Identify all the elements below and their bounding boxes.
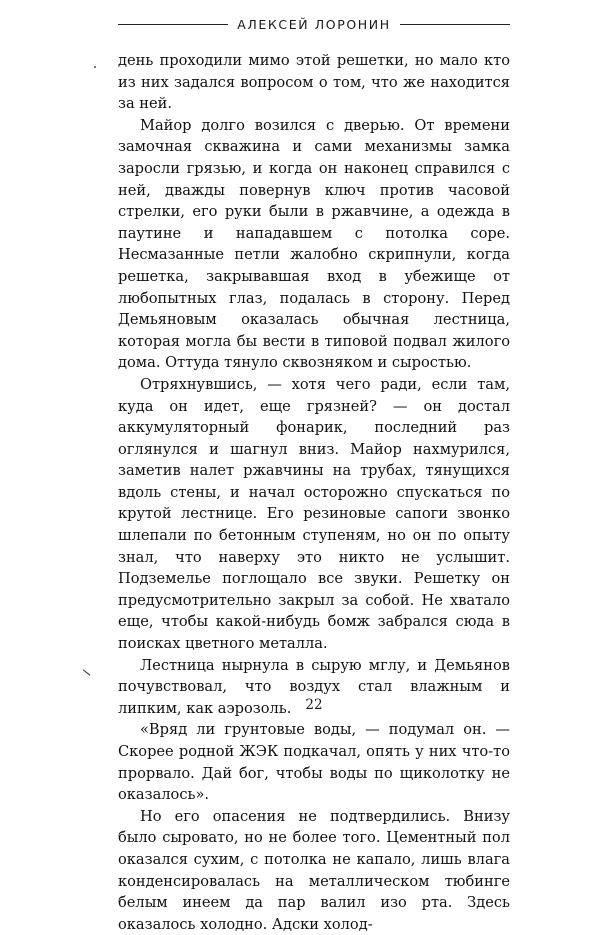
body-text [118,50,510,935]
author-name: АЛЕКСЕЙ ЛОРОНИН [237,16,391,32]
paragraph-quote: «Вряд ли грунтовые воды, — подумал он. — Скорее родной ЖЭК подкачал, опять у них что-то прорвало. Дай бог, чтобы воды по щиколотку не оказалось». [118,721,510,804]
header-rule-left [118,24,228,25]
paragraph: Но его опасения не подтвердились. Внизу было сыровато, но не более того. Цементный пол оказался сухим, с потолка не капало, лишь влага конденсировалась на металлическом тюбинге белым инеем да пар валил изо рта. Здесь оказалось холодно. Адски холод- [118,807,510,933]
scan-speck [94,66,96,68]
running-header [118,14,510,34]
paragraph: Майор долго возился с дверью. От времени замочная скважина и сами механизмы замка заросли грязью, и когда он наконец справился с ней, дважды повернув ключ против часовой стрелки, его руки были в ржавчине, а одежда в паутине и нападавшем с потолка соре. Несмазанные петли жалобно скрипнули, когда решетка, закрывавшая вход в убежище от любопытных глаз, подалась в сторону. Перед Демьяновым оказалась обычная лестница, которая могла бы вести в типовой подвал жилого дома. Оттуда тянуло сквозняком и сыростью. [118,116,510,372]
header-rule-right [400,24,510,25]
paragraph: Отряхнувшись, — хотя чего ради, если там, куда он идет, еще грязней? — он достал аккумуляторный фонарик, последний раз оглянулся и шагнул вниз. Майор нахмурился, заметив налет ржавчины на трубах, тянущихся вдоль стены, и начал осторожно спускаться по крутой лестнице. Его резиновые сапоги звонко шлепали по бетонным ступеням, но он по опыту знал, что наверху это никто не услышит. Подземелье поглощало все звуки. Решетку он предусмотрительно закрыл за собой. Не хватало еще, чтобы какой-нибудь бомж забрался сюда в поисках цветного металла. [118,375,510,653]
paragraph-continuation: день проходили мимо этой решетки, но мало кто из них задался вопросом о том, что же находится за ней. [118,52,510,113]
scan-mark [83,669,91,676]
page-number: 22 [305,697,323,713]
paragraph: Лестница нырнула в сырую мглу, и Демьянов почувствовал, что воздух стал влажным и липким, как аэрозоль. [118,656,510,717]
